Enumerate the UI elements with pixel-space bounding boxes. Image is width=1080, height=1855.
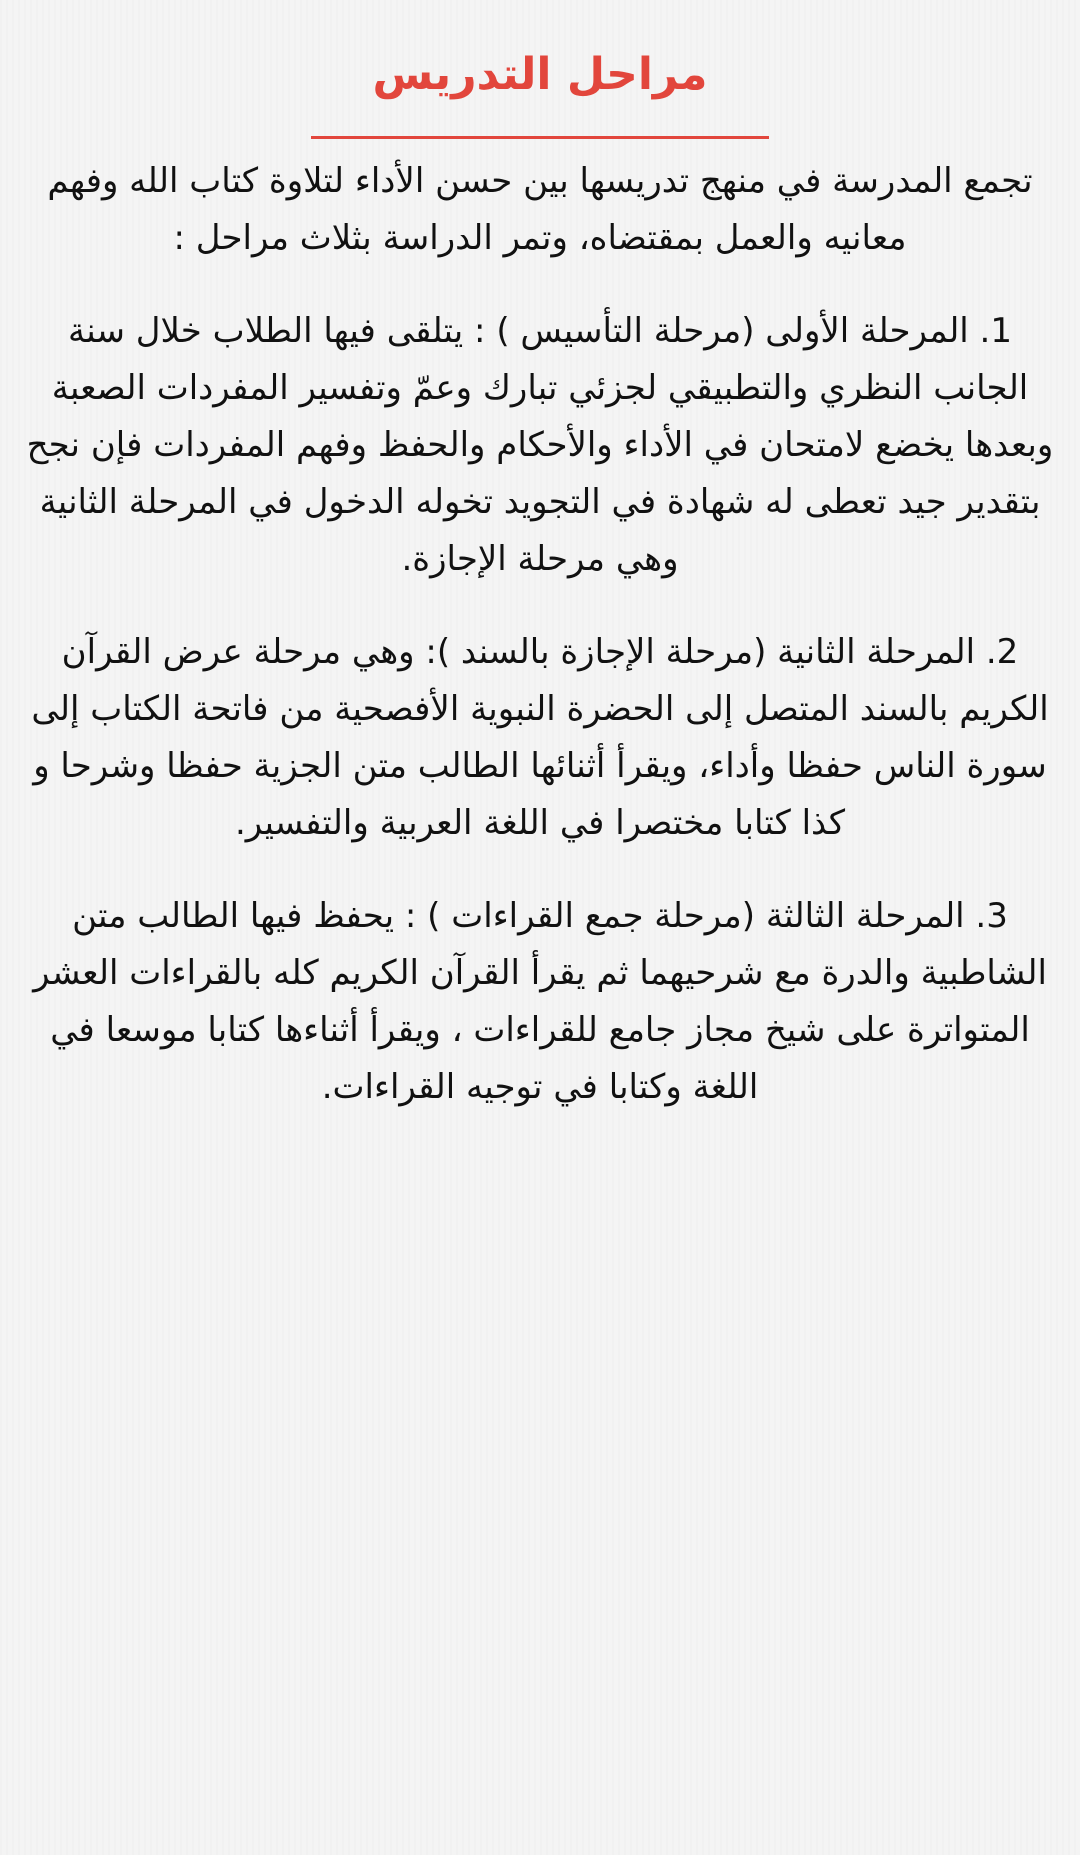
stage-paragraph-1: 1. المرحلة الأولى (مرحلة التأسيس ) : يتلقى فيها الطلاب خلال سنة الجانب النظري والتطبيقي لجزئي تبارك وعمّ وتفسير المفردات الصعبة وبعدها يخضع لامتحان في الأداء والأحكام والحفظ وفهم المفردات فإن نجح بتقدير جيد تعطى له شهادة في التجويد تخوله الدخول في المرحلة الثانية وهي مرحلة الإجازة.: [26, 311, 1054, 579]
stage-paragraph-2: 2. المرحلة الثانية (مرحلة الإجازة بالسند ): وهي مرحلة عرض القرآن الكريم بالسند المتصل إلى الحضرة النبوية الأفصحية من فاتحة الكتاب إلى سورة الناس حفظا وأداء، ويقرأ أثنائها الطالب متن الجزية حفظا وشرحا و كذا كتابا مختصرا في اللغة العربية والتفسير.: [31, 632, 1049, 843]
page-title: مراحل التدريس: [372, 49, 708, 100]
stage-paragraph-3: 3. المرحلة الثالثة (مرحلة جمع القراءات ) : يحفظ فيها الطالب متن الشاطبية والدرة مع شرحيهما ثم يقرأ القرآن الكريم كله بالقراءات العشر المتواترة على شيخ مجاز جامع للقراءات ، ويقرأ أثناءها كتابا موسعا في اللغة وكتابا في توجيه القراءات.: [33, 896, 1047, 1107]
intro-paragraph: تجمع المدرسة في منهج تدريسها بين حسن الأداء لتلاوة كتاب الله وفهم معانيه والعمل بمقتضاه، وتمر الدراسة بثلاث مراحل :: [47, 161, 1033, 258]
title-divider: [311, 136, 769, 139]
